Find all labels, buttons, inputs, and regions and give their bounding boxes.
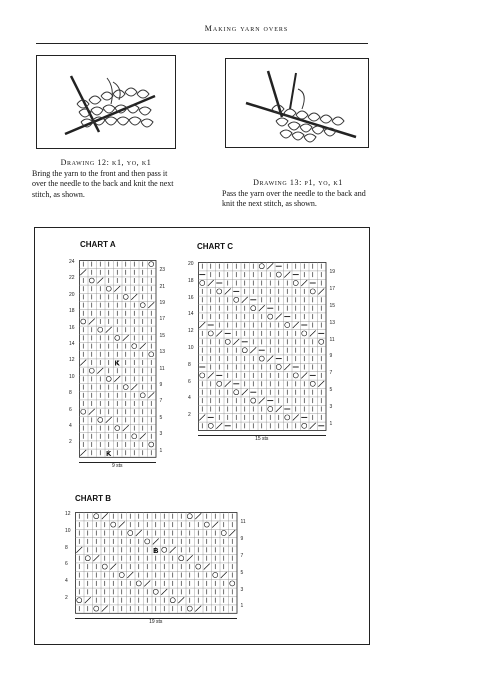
stitch-symbol xyxy=(81,409,86,414)
stitch-symbol xyxy=(284,364,290,370)
stitch-symbol xyxy=(310,330,316,336)
stitch-symbol xyxy=(127,572,133,578)
charts-panel xyxy=(34,227,370,645)
stitch-symbol xyxy=(76,547,82,553)
stitch-symbol xyxy=(251,306,256,311)
row-number: 1 xyxy=(329,420,333,427)
chart-b-title: CHART B xyxy=(75,494,111,503)
stitch-symbol xyxy=(195,513,201,519)
row-number: 13 xyxy=(329,319,336,326)
row-number: 16 xyxy=(188,294,194,301)
stitch-symbol xyxy=(98,327,103,332)
chart-a-title: CHART A xyxy=(80,240,116,249)
stitch-symbol xyxy=(161,589,167,595)
row-number: 6 xyxy=(65,561,68,568)
chart-a-grid xyxy=(69,259,166,469)
stitch-symbol xyxy=(250,347,256,353)
drawing-13-text: Pass the yarn over the needle to the back and knit the next stitch, as shown. xyxy=(222,188,366,208)
stitch-symbol xyxy=(89,368,94,373)
stitch-symbol xyxy=(310,289,315,294)
drawing-13-caption xyxy=(222,178,374,210)
stitch-symbol xyxy=(106,417,112,423)
row-number: 9 xyxy=(329,353,333,360)
stitch-symbol xyxy=(136,581,141,586)
header-rule xyxy=(36,43,368,44)
row-number: 19 xyxy=(329,269,336,276)
stitch-symbol xyxy=(102,564,107,569)
chart-b-stitch-count: 19 sts xyxy=(75,618,237,625)
row-number: 15 xyxy=(329,303,336,309)
stitch-symbol xyxy=(149,442,154,447)
drawing-12-caption xyxy=(32,158,180,200)
row-number: 11 xyxy=(159,365,165,372)
stitch-symbol xyxy=(80,360,86,366)
stitch-symbol xyxy=(145,539,150,544)
chart-c-title: CHART C xyxy=(197,242,233,251)
stitch-symbol xyxy=(293,414,299,420)
row-number: 17 xyxy=(329,286,336,293)
stitch-symbol xyxy=(234,297,239,302)
stitch-symbol xyxy=(234,390,239,395)
stitch-symbol xyxy=(242,389,248,395)
drawing-13-illustration xyxy=(225,58,369,148)
row-number: 9 xyxy=(240,536,244,543)
stitch-symbol xyxy=(97,368,103,374)
stitch-symbol xyxy=(267,356,273,362)
stitch-symbol xyxy=(293,280,298,285)
row-number: 3 xyxy=(240,586,244,593)
stitch-symbol xyxy=(208,280,214,286)
stitch-symbol xyxy=(242,348,247,353)
stitch-symbol xyxy=(233,339,239,345)
row-number: 10 xyxy=(188,345,194,351)
stitch-symbol xyxy=(302,331,307,336)
row-number: 18 xyxy=(69,308,75,315)
stitch-symbol xyxy=(131,294,137,300)
row-number: 7 xyxy=(240,553,244,559)
row-number: 5 xyxy=(329,387,333,393)
drawing-12-illustration xyxy=(36,55,176,149)
stitch-symbol xyxy=(268,406,273,411)
stitch-symbol xyxy=(132,434,137,439)
stitch-symbol xyxy=(80,269,86,275)
row-number: 10 xyxy=(69,373,75,380)
stitch-symbol xyxy=(216,423,222,429)
row-number: 4 xyxy=(65,578,68,585)
stitch-symbol xyxy=(259,398,265,404)
stitch-symbol xyxy=(251,398,256,403)
row-number: 18 xyxy=(188,277,194,284)
stitch-symbol xyxy=(212,522,218,528)
stitch-symbol xyxy=(179,556,184,561)
stitch-symbol xyxy=(94,606,99,611)
stitch-symbol xyxy=(276,272,281,277)
row-number: 6 xyxy=(69,406,72,413)
stitch-symbol xyxy=(144,580,150,586)
running-head: Making yarn overs xyxy=(204,24,289,33)
stitch-symbol xyxy=(89,409,95,415)
row-number: 23 xyxy=(159,267,166,274)
stitch-symbol xyxy=(153,589,158,594)
stitch-symbol xyxy=(284,272,290,278)
stitch-symbol xyxy=(140,433,146,439)
stitch-symbol xyxy=(170,598,175,603)
stitch-symbol xyxy=(115,335,120,340)
stitch-symbol xyxy=(187,606,192,611)
stitch-symbol xyxy=(259,264,264,269)
stitch-symbol xyxy=(140,393,145,398)
row-number: 1 xyxy=(159,447,163,454)
stitch-symbol xyxy=(140,343,146,349)
row-number: 5 xyxy=(240,569,244,576)
stitch-symbol xyxy=(225,339,230,344)
stitch-symbol xyxy=(114,376,120,382)
stitch-symbol xyxy=(310,381,315,386)
stitch-symbol xyxy=(148,392,154,398)
chart-c-svg xyxy=(198,262,327,431)
row-number: 2 xyxy=(188,412,191,419)
stitch-symbol xyxy=(276,314,282,320)
stitch-symbol xyxy=(217,381,222,386)
stitch-symbol xyxy=(89,278,94,283)
row-number: 8 xyxy=(188,361,191,368)
stitch-symbol xyxy=(106,376,111,381)
stitch-symbol xyxy=(293,322,299,328)
row-number: 5 xyxy=(159,414,163,421)
stitch-symbol xyxy=(225,288,231,294)
stitch-symbol xyxy=(149,352,154,357)
chart-c-stitch-count: 15 sts xyxy=(198,435,326,442)
stitch-symbol xyxy=(149,262,154,267)
stitch-symbol xyxy=(111,522,116,527)
row-number: 2 xyxy=(65,595,68,601)
stitch-symbol xyxy=(221,572,227,578)
row-number: 9 xyxy=(159,382,163,388)
stitch-symbol xyxy=(259,305,265,311)
stitch-symbol xyxy=(98,417,103,422)
row-number: 12 xyxy=(188,328,194,335)
chart-a-stitch-count: 9 sts xyxy=(79,462,156,469)
stitch-symbol xyxy=(89,319,95,325)
chart-a-mark: K xyxy=(114,358,120,368)
row-number: 14 xyxy=(188,311,194,318)
stitch-symbol xyxy=(208,372,214,378)
stitch-symbol xyxy=(199,322,205,328)
stitch-symbol xyxy=(267,263,273,269)
stitch-symbol xyxy=(187,555,193,561)
drawing-12-text: Bring the yarn to the front and then pass it over the needle to the back and knit the next stitch, as shown. xyxy=(32,168,174,199)
stitch-symbol xyxy=(199,414,205,420)
stitch-symbol xyxy=(123,385,128,390)
stitch-symbol xyxy=(216,330,222,336)
chart-a-mark: K xyxy=(106,448,112,458)
row-number: 3 xyxy=(159,431,163,438)
stitch-symbol xyxy=(85,556,90,561)
row-number: 16 xyxy=(69,324,75,331)
stitch-symbol xyxy=(293,373,298,378)
stitch-symbol xyxy=(106,286,111,291)
chart-c-grid xyxy=(188,261,336,442)
stitch-symbol xyxy=(178,597,184,603)
row-number: 20 xyxy=(188,261,194,267)
row-number: 3 xyxy=(329,403,333,410)
stitch-symbol xyxy=(196,564,201,569)
stitch-symbol xyxy=(162,547,167,552)
stitch-symbol xyxy=(225,381,231,387)
stitch-symbol xyxy=(97,278,103,284)
stitch-symbol xyxy=(318,381,324,387)
row-number: 4 xyxy=(188,395,191,402)
stitch-symbol xyxy=(230,581,235,586)
stitch-symbol xyxy=(200,373,205,378)
stitch-symbol xyxy=(208,423,213,428)
row-number: 8 xyxy=(65,544,68,551)
chart-a-svg xyxy=(79,260,157,458)
stitch-symbol xyxy=(131,384,137,390)
stitch-symbol xyxy=(302,423,307,428)
stitch-symbol xyxy=(119,522,125,528)
stitch-symbol xyxy=(268,314,273,319)
stitch-symbol xyxy=(170,547,176,553)
row-number: 24 xyxy=(69,259,75,265)
row-number: 12 xyxy=(69,357,75,364)
stitch-symbol xyxy=(195,606,201,612)
row-number: 2 xyxy=(69,439,72,446)
stitch-symbol xyxy=(276,364,281,369)
row-number: 15 xyxy=(159,332,166,339)
stitch-symbol xyxy=(221,530,226,535)
stitch-symbol xyxy=(80,450,86,456)
stitch-symbol xyxy=(128,530,133,535)
stitch-symbol xyxy=(93,555,99,561)
stitch-symbol xyxy=(276,406,282,412)
stitch-symbol xyxy=(187,514,192,519)
row-number: 8 xyxy=(69,390,72,397)
drawing-13-title: Drawing 13: p1, yo, k1 xyxy=(253,178,343,187)
row-number: 10 xyxy=(65,527,71,534)
stitch-symbol xyxy=(123,335,129,341)
stitch-symbol xyxy=(213,572,218,577)
row-number: 11 xyxy=(329,336,335,343)
stitch-symbol xyxy=(81,319,86,324)
row-number: 4 xyxy=(69,423,72,429)
stitch-symbol xyxy=(301,372,307,378)
row-number: 14 xyxy=(69,341,75,347)
stitch-symbol xyxy=(115,426,120,431)
row-number: 22 xyxy=(69,275,75,282)
stitch-symbol xyxy=(94,514,99,519)
row-number: 13 xyxy=(159,349,166,356)
chart-b-grid xyxy=(65,511,246,625)
stitch-symbol xyxy=(114,286,120,292)
stitch-symbol xyxy=(200,280,205,285)
drawing-12-title: Drawing 12: k1, yo, k1 xyxy=(60,158,152,167)
stitch-symbol xyxy=(319,339,324,344)
stitch-symbol xyxy=(310,423,316,429)
row-number: 7 xyxy=(329,370,333,377)
row-number: 19 xyxy=(159,300,166,306)
stitch-symbol xyxy=(153,538,159,544)
stitch-symbol xyxy=(119,572,124,577)
stitch-symbol xyxy=(102,606,108,612)
row-number: 20 xyxy=(69,291,75,298)
stitch-symbol xyxy=(123,425,129,431)
stitch-symbol xyxy=(204,522,209,527)
stitch-symbol xyxy=(242,297,248,303)
stitch-symbol xyxy=(102,513,108,519)
stitch-symbol xyxy=(318,288,324,294)
stitch-symbol xyxy=(217,289,222,294)
row-number: 6 xyxy=(188,378,191,385)
stitch-symbol xyxy=(208,331,213,336)
stitch-symbol xyxy=(204,564,210,570)
stitch-symbol xyxy=(85,597,91,603)
stitch-symbol xyxy=(123,294,128,299)
stitch-symbol xyxy=(136,530,142,536)
row-number: 1 xyxy=(240,603,244,610)
stitch-symbol xyxy=(140,303,145,308)
row-number: 17 xyxy=(159,316,166,323)
stitch-symbol xyxy=(285,415,290,420)
chart-b-mark: B xyxy=(153,546,159,555)
row-number: 11 xyxy=(240,519,246,526)
stitch-symbol xyxy=(285,322,290,327)
stitch-symbol xyxy=(148,302,154,308)
stitch-symbol xyxy=(110,564,116,570)
stitch-symbol xyxy=(229,530,235,536)
row-number: 21 xyxy=(159,283,166,290)
row-number: 12 xyxy=(65,511,71,517)
stitch-symbol xyxy=(132,344,137,349)
stitch-symbol xyxy=(301,280,307,286)
row-number: 7 xyxy=(159,398,163,405)
stitch-symbol xyxy=(259,356,264,361)
stitch-symbol xyxy=(77,598,82,603)
chart-b-svg xyxy=(75,512,238,614)
stitch-symbol xyxy=(106,327,112,333)
